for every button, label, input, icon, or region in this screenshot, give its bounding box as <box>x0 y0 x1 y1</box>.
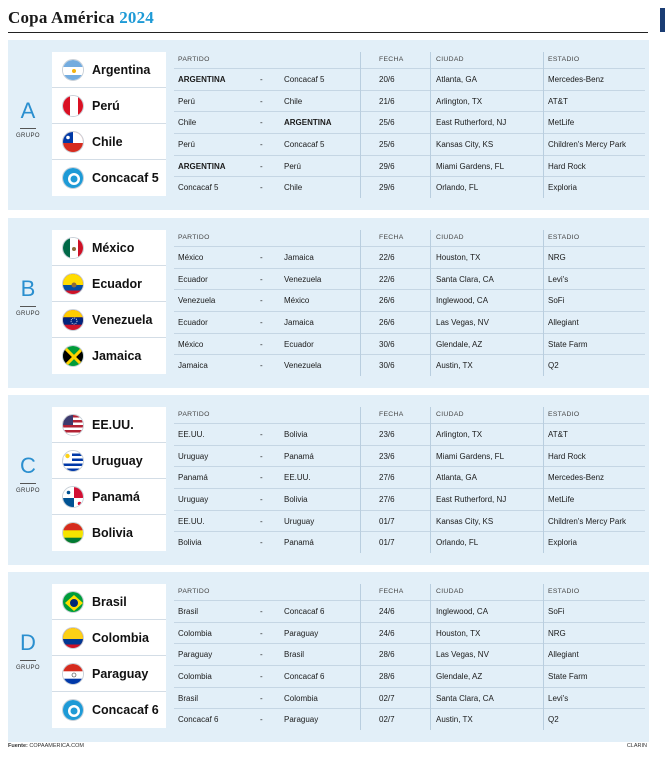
table-row <box>174 268 645 290</box>
peru-flag-icon <box>62 95 84 117</box>
vs-dash: - <box>260 516 263 526</box>
home-team: México <box>178 339 204 349</box>
table-row <box>174 510 645 532</box>
match-date: 27/6 <box>379 495 395 505</box>
match-city: Glendale, AZ <box>436 672 483 682</box>
match-stadium: Hard Rock <box>548 161 586 171</box>
team-item <box>52 88 166 124</box>
home-team: Paraguay <box>178 650 213 660</box>
home-team: Perú <box>178 140 195 150</box>
team-name: Argentina <box>92 62 151 77</box>
table-header <box>174 584 645 600</box>
column-divider <box>430 52 431 198</box>
away-team: Colombia <box>284 693 318 703</box>
team-item <box>52 443 166 479</box>
match-stadium: SoFi <box>548 607 565 616</box>
match-stadium: NRG <box>548 253 566 262</box>
table-row <box>174 600 645 622</box>
match-date: 01/7 <box>379 516 395 526</box>
match-date: 25/6 <box>379 140 395 150</box>
matches-table <box>174 52 645 198</box>
team-name: Uruguay <box>92 453 143 468</box>
away-team: ARGENTINA <box>284 118 332 128</box>
vs-dash: - <box>260 451 263 461</box>
table-row <box>174 466 645 488</box>
match-city: Houston, TX <box>436 628 481 638</box>
match-stadium: Mercedes-Benz <box>548 75 605 84</box>
match-stadium: State Farm <box>548 339 588 349</box>
match-date: 22/6 <box>379 274 395 284</box>
vs-dash: - <box>260 253 263 262</box>
away-team: Ecuador <box>284 339 314 349</box>
table-row <box>174 622 645 644</box>
paraguay-flag-icon <box>62 663 84 685</box>
match-stadium: Mercedes-Benz <box>548 473 605 483</box>
table-row <box>174 488 645 510</box>
match-date: 23/6 <box>379 430 395 439</box>
vs-dash: - <box>260 361 263 371</box>
away-team: Concacaf 5 <box>284 75 325 84</box>
away-team: Venezuela <box>284 361 322 371</box>
home-team: Venezuela <box>178 296 216 306</box>
home-team: Brasil <box>178 607 199 616</box>
match-stadium: SoFi <box>548 296 565 306</box>
vs-dash: - <box>260 430 263 439</box>
home-team: Ecuador <box>178 274 208 284</box>
header-fecha: FECHA <box>379 411 404 418</box>
table-header <box>174 230 645 246</box>
table-row <box>174 311 645 333</box>
table-header <box>174 407 645 423</box>
bolivia-flag-icon <box>62 522 84 544</box>
group-label: GRUPO <box>15 488 40 494</box>
home-team: Colombia <box>178 672 212 682</box>
team-name: México <box>92 240 135 255</box>
team-name: Concacaf 6 <box>92 703 159 717</box>
match-stadium: MetLife <box>548 495 575 505</box>
group-label: GRUPO <box>15 311 40 317</box>
page-title <box>8 8 154 28</box>
table-row <box>174 687 645 709</box>
vs-dash: - <box>260 96 263 106</box>
group-label: GRUPO <box>15 133 40 139</box>
chile-flag-icon <box>62 131 84 153</box>
home-team: Uruguay <box>178 495 209 505</box>
team-item <box>52 479 166 515</box>
vs-dash: - <box>260 628 263 638</box>
group-label: GRUPO <box>15 665 40 671</box>
column-divider <box>360 230 361 376</box>
vs-dash: - <box>260 339 263 349</box>
venezuela-flag-icon <box>62 309 84 331</box>
match-city: Arlington, TX <box>436 430 483 439</box>
team-item <box>52 160 166 196</box>
header-partido: PARTIDO <box>178 588 210 595</box>
match-date: 26/6 <box>379 296 395 306</box>
away-team: Venezuela <box>284 274 322 284</box>
team-list <box>52 584 166 728</box>
match-stadium: AT&T <box>548 430 568 439</box>
match-city: Inglewood, CA <box>436 607 489 616</box>
group-letter: A <box>20 98 36 123</box>
away-team: Perú <box>284 161 301 171</box>
matches-table <box>174 584 645 730</box>
colombia-flag-icon <box>62 627 84 649</box>
team-item <box>52 584 166 620</box>
home-team: Panamá <box>178 473 208 483</box>
concacaf-icon <box>62 167 84 189</box>
column-divider <box>360 52 361 198</box>
home-team: Bolivia <box>178 538 202 548</box>
match-stadium: NRG <box>548 628 566 638</box>
away-team: Chile <box>284 183 303 193</box>
vs-dash: - <box>260 650 263 660</box>
source-note <box>8 743 84 749</box>
header-ciudad: CIUDAD <box>436 56 464 63</box>
vs-dash: - <box>260 318 263 328</box>
panama-flag-icon <box>62 486 84 508</box>
away-team: Uruguay <box>284 516 315 526</box>
match-date: 22/6 <box>379 253 395 262</box>
home-team: Colombia <box>178 628 212 638</box>
table-row <box>174 111 645 133</box>
team-name: Perú <box>92 98 120 113</box>
away-team: Paraguay <box>284 715 319 725</box>
match-stadium: AT&T <box>548 96 568 106</box>
away-team: Concacaf 6 <box>284 607 325 616</box>
vs-dash: - <box>260 75 263 84</box>
match-date: 02/7 <box>379 715 395 725</box>
vs-dash: - <box>260 161 263 171</box>
match-date: 29/6 <box>379 183 395 193</box>
team-item <box>52 692 166 728</box>
table-row <box>174 643 645 665</box>
group-panel-b <box>8 218 649 388</box>
home-team: EE.UU. <box>178 516 205 526</box>
match-date: 24/6 <box>379 628 395 638</box>
team-list <box>52 230 166 374</box>
match-city: Santa Clara, CA <box>436 693 494 703</box>
match-stadium: Hard Rock <box>548 451 586 461</box>
match-stadium: Exploria <box>548 183 577 193</box>
match-stadium: Exploria <box>548 538 577 548</box>
team-name: Bolivia <box>92 526 133 540</box>
table-row <box>174 176 645 198</box>
column-divider <box>543 407 544 553</box>
away-team: Jamaica <box>284 318 314 328</box>
match-city: Inglewood, CA <box>436 296 489 306</box>
header-estadio: ESTADIO <box>548 411 580 418</box>
vs-dash: - <box>260 715 263 725</box>
title-main: Copa América <box>8 8 115 27</box>
column-divider <box>430 407 431 553</box>
table-row <box>174 68 645 90</box>
column-divider <box>360 407 361 553</box>
header-fecha: FECHA <box>379 588 404 595</box>
away-team: Jamaica <box>284 253 314 262</box>
home-team: ARGENTINA <box>178 75 226 84</box>
match-date: 20/6 <box>379 75 395 84</box>
header-ciudad: CIUDAD <box>436 588 464 595</box>
title-year: 2024 <box>119 8 155 27</box>
usa-flag-icon <box>62 414 84 436</box>
away-team: Concacaf 5 <box>284 140 325 150</box>
team-item <box>52 338 166 374</box>
match-date: 25/6 <box>379 118 395 128</box>
group-letter-underline <box>20 483 36 484</box>
match-date: 23/6 <box>379 451 395 461</box>
brazil-flag-icon <box>62 591 84 613</box>
table-row <box>174 445 645 467</box>
home-team: Chile <box>178 118 197 128</box>
corner-mark <box>660 8 665 32</box>
match-stadium: Q2 <box>548 715 559 725</box>
jamaica-flag-icon <box>62 345 84 367</box>
vs-dash: - <box>260 274 263 284</box>
home-team: Uruguay <box>178 451 209 461</box>
home-team: EE.UU. <box>178 430 205 439</box>
concacaf-icon <box>62 699 84 721</box>
table-row <box>174 289 645 311</box>
away-team: Brasil <box>284 650 305 660</box>
table-row <box>174 333 645 355</box>
match-date: 28/6 <box>379 650 395 660</box>
match-date: 30/6 <box>379 339 395 349</box>
vs-dash: - <box>260 296 263 306</box>
table-row <box>174 665 645 687</box>
table-header <box>174 52 645 68</box>
match-date: 24/6 <box>379 607 395 616</box>
team-item <box>52 124 166 160</box>
vs-dash: - <box>260 118 263 128</box>
table-row <box>174 90 645 112</box>
team-item <box>52 52 166 88</box>
team-item <box>52 515 166 551</box>
match-stadium: Q2 <box>548 361 559 371</box>
matches-table <box>174 230 645 376</box>
vs-dash: - <box>260 538 263 548</box>
group-panel-a <box>8 40 649 210</box>
home-team: Jamaica <box>178 361 208 371</box>
table-row <box>174 354 645 376</box>
match-stadium: Levi's <box>548 274 569 284</box>
away-team: Chile <box>284 96 303 106</box>
header-estadio: ESTADIO <box>548 234 580 241</box>
match-date: 28/6 <box>379 672 395 682</box>
table-row <box>174 531 645 553</box>
group-letter: D <box>20 630 36 655</box>
column-divider <box>430 230 431 376</box>
home-team: Concacaf 5 <box>178 183 219 193</box>
vs-dash: - <box>260 183 263 193</box>
match-city: Austin, TX <box>436 715 473 725</box>
match-date: 30/6 <box>379 361 395 371</box>
match-city: Glendale, AZ <box>436 339 483 349</box>
group-letter-underline <box>20 306 36 307</box>
ecuador-flag-icon <box>62 273 84 295</box>
home-team: Perú <box>178 96 195 106</box>
column-divider <box>360 584 361 730</box>
home-team: ARGENTINA <box>178 161 226 171</box>
team-name: Venezuela <box>92 312 153 327</box>
source-text: COPAAMERICA.COM <box>29 743 85 749</box>
vs-dash: - <box>260 693 263 703</box>
match-stadium: Children's Mercy Park <box>548 140 626 150</box>
match-city: Arlington, TX <box>436 96 483 106</box>
match-date: 21/6 <box>379 96 395 106</box>
group-panel-d <box>8 572 649 742</box>
match-stadium: State Farm <box>548 672 588 682</box>
home-team: México <box>178 253 204 262</box>
matches-table <box>174 407 645 553</box>
team-name: Chile <box>92 134 123 149</box>
match-city: Miami Gardens, FL <box>436 161 505 171</box>
away-team: Panamá <box>284 451 314 461</box>
mexico-flag-icon <box>62 237 84 259</box>
group-letter-underline <box>20 660 36 661</box>
match-city: Austin, TX <box>436 361 473 371</box>
match-city: Santa Clara, CA <box>436 274 494 284</box>
away-team: Panamá <box>284 538 314 548</box>
match-city: East Rutherford, NJ <box>436 495 507 505</box>
team-list <box>52 52 166 196</box>
match-city: Kansas City, KS <box>436 140 494 150</box>
match-date: 27/6 <box>379 473 395 483</box>
group-letter-underline <box>20 128 36 129</box>
credit: CLARIN <box>626 743 647 749</box>
match-stadium: Levi's <box>548 693 569 703</box>
match-stadium: Children's Mercy Park <box>548 516 626 526</box>
column-divider <box>543 584 544 730</box>
header-partido: PARTIDO <box>178 56 210 63</box>
column-divider <box>543 52 544 198</box>
team-name: Paraguay <box>92 666 149 681</box>
vs-dash: - <box>260 140 263 150</box>
team-name: Jamaica <box>92 349 142 363</box>
team-name: EE.UU. <box>92 417 134 432</box>
match-city: Las Vegas, NV <box>436 650 489 660</box>
table-row <box>174 246 645 268</box>
match-city: Atlanta, GA <box>436 473 477 483</box>
match-date: 26/6 <box>379 318 395 328</box>
team-item <box>52 620 166 656</box>
table-row <box>174 423 645 445</box>
vs-dash: - <box>260 607 263 616</box>
match-city: Houston, TX <box>436 253 481 262</box>
header-fecha: FECHA <box>379 234 404 241</box>
group-panel-c <box>8 395 649 565</box>
match-city: Kansas City, KS <box>436 516 494 526</box>
match-stadium: MetLife <box>548 118 575 128</box>
header-partido: PARTIDO <box>178 234 210 241</box>
away-team: Paraguay <box>284 628 319 638</box>
group-letter: C <box>20 453 36 478</box>
match-city: East Rutherford, NJ <box>436 118 507 128</box>
match-stadium: Allegiant <box>548 650 579 660</box>
uruguay-flag-icon <box>62 450 84 472</box>
header-estadio: ESTADIO <box>548 56 580 63</box>
away-team: EE.UU. <box>284 473 311 483</box>
header-ciudad: CIUDAD <box>436 234 464 241</box>
match-date: 01/7 <box>379 538 395 548</box>
team-list <box>52 407 166 551</box>
table-row <box>174 155 645 177</box>
table-row <box>174 708 645 730</box>
away-team: México <box>284 296 310 306</box>
group-letter: B <box>20 276 36 301</box>
home-team: Brasil <box>178 693 199 703</box>
home-team: Concacaf 6 <box>178 715 219 725</box>
source-label: Fuente: <box>8 743 28 749</box>
team-name: Brasil <box>92 594 127 609</box>
away-team: Bolivia <box>284 495 308 505</box>
vs-dash: - <box>260 672 263 682</box>
header-ciudad: CIUDAD <box>436 411 464 418</box>
table-row <box>174 133 645 155</box>
header-partido: PARTIDO <box>178 411 210 418</box>
match-city: Miami Gardens, FL <box>436 451 505 461</box>
team-item <box>52 656 166 692</box>
match-city: Atlanta, GA <box>436 75 477 84</box>
away-team: Concacaf 6 <box>284 672 325 682</box>
argentina-flag-icon <box>62 59 84 81</box>
match-date: 29/6 <box>379 161 395 171</box>
header-fecha: FECHA <box>379 56 404 63</box>
vs-dash: - <box>260 495 263 505</box>
match-city: Orlando, FL <box>436 183 479 193</box>
match-date: 02/7 <box>379 693 395 703</box>
team-name: Panamá <box>92 489 140 504</box>
title-divider <box>8 32 648 33</box>
team-name: Concacaf 5 <box>92 171 159 185</box>
team-name: Ecuador <box>92 276 143 291</box>
vs-dash: - <box>260 473 263 483</box>
team-name: Colombia <box>92 630 149 645</box>
away-team: Bolivia <box>284 430 308 439</box>
match-city: Las Vegas, NV <box>436 318 489 328</box>
header-estadio: ESTADIO <box>548 588 580 595</box>
team-item <box>52 266 166 302</box>
team-item <box>52 230 166 266</box>
home-team: Ecuador <box>178 318 208 328</box>
column-divider <box>543 230 544 376</box>
column-divider <box>430 584 431 730</box>
match-stadium: Allegiant <box>548 318 579 328</box>
team-item <box>52 302 166 338</box>
match-city: Orlando, FL <box>436 538 479 548</box>
team-item <box>52 407 166 443</box>
